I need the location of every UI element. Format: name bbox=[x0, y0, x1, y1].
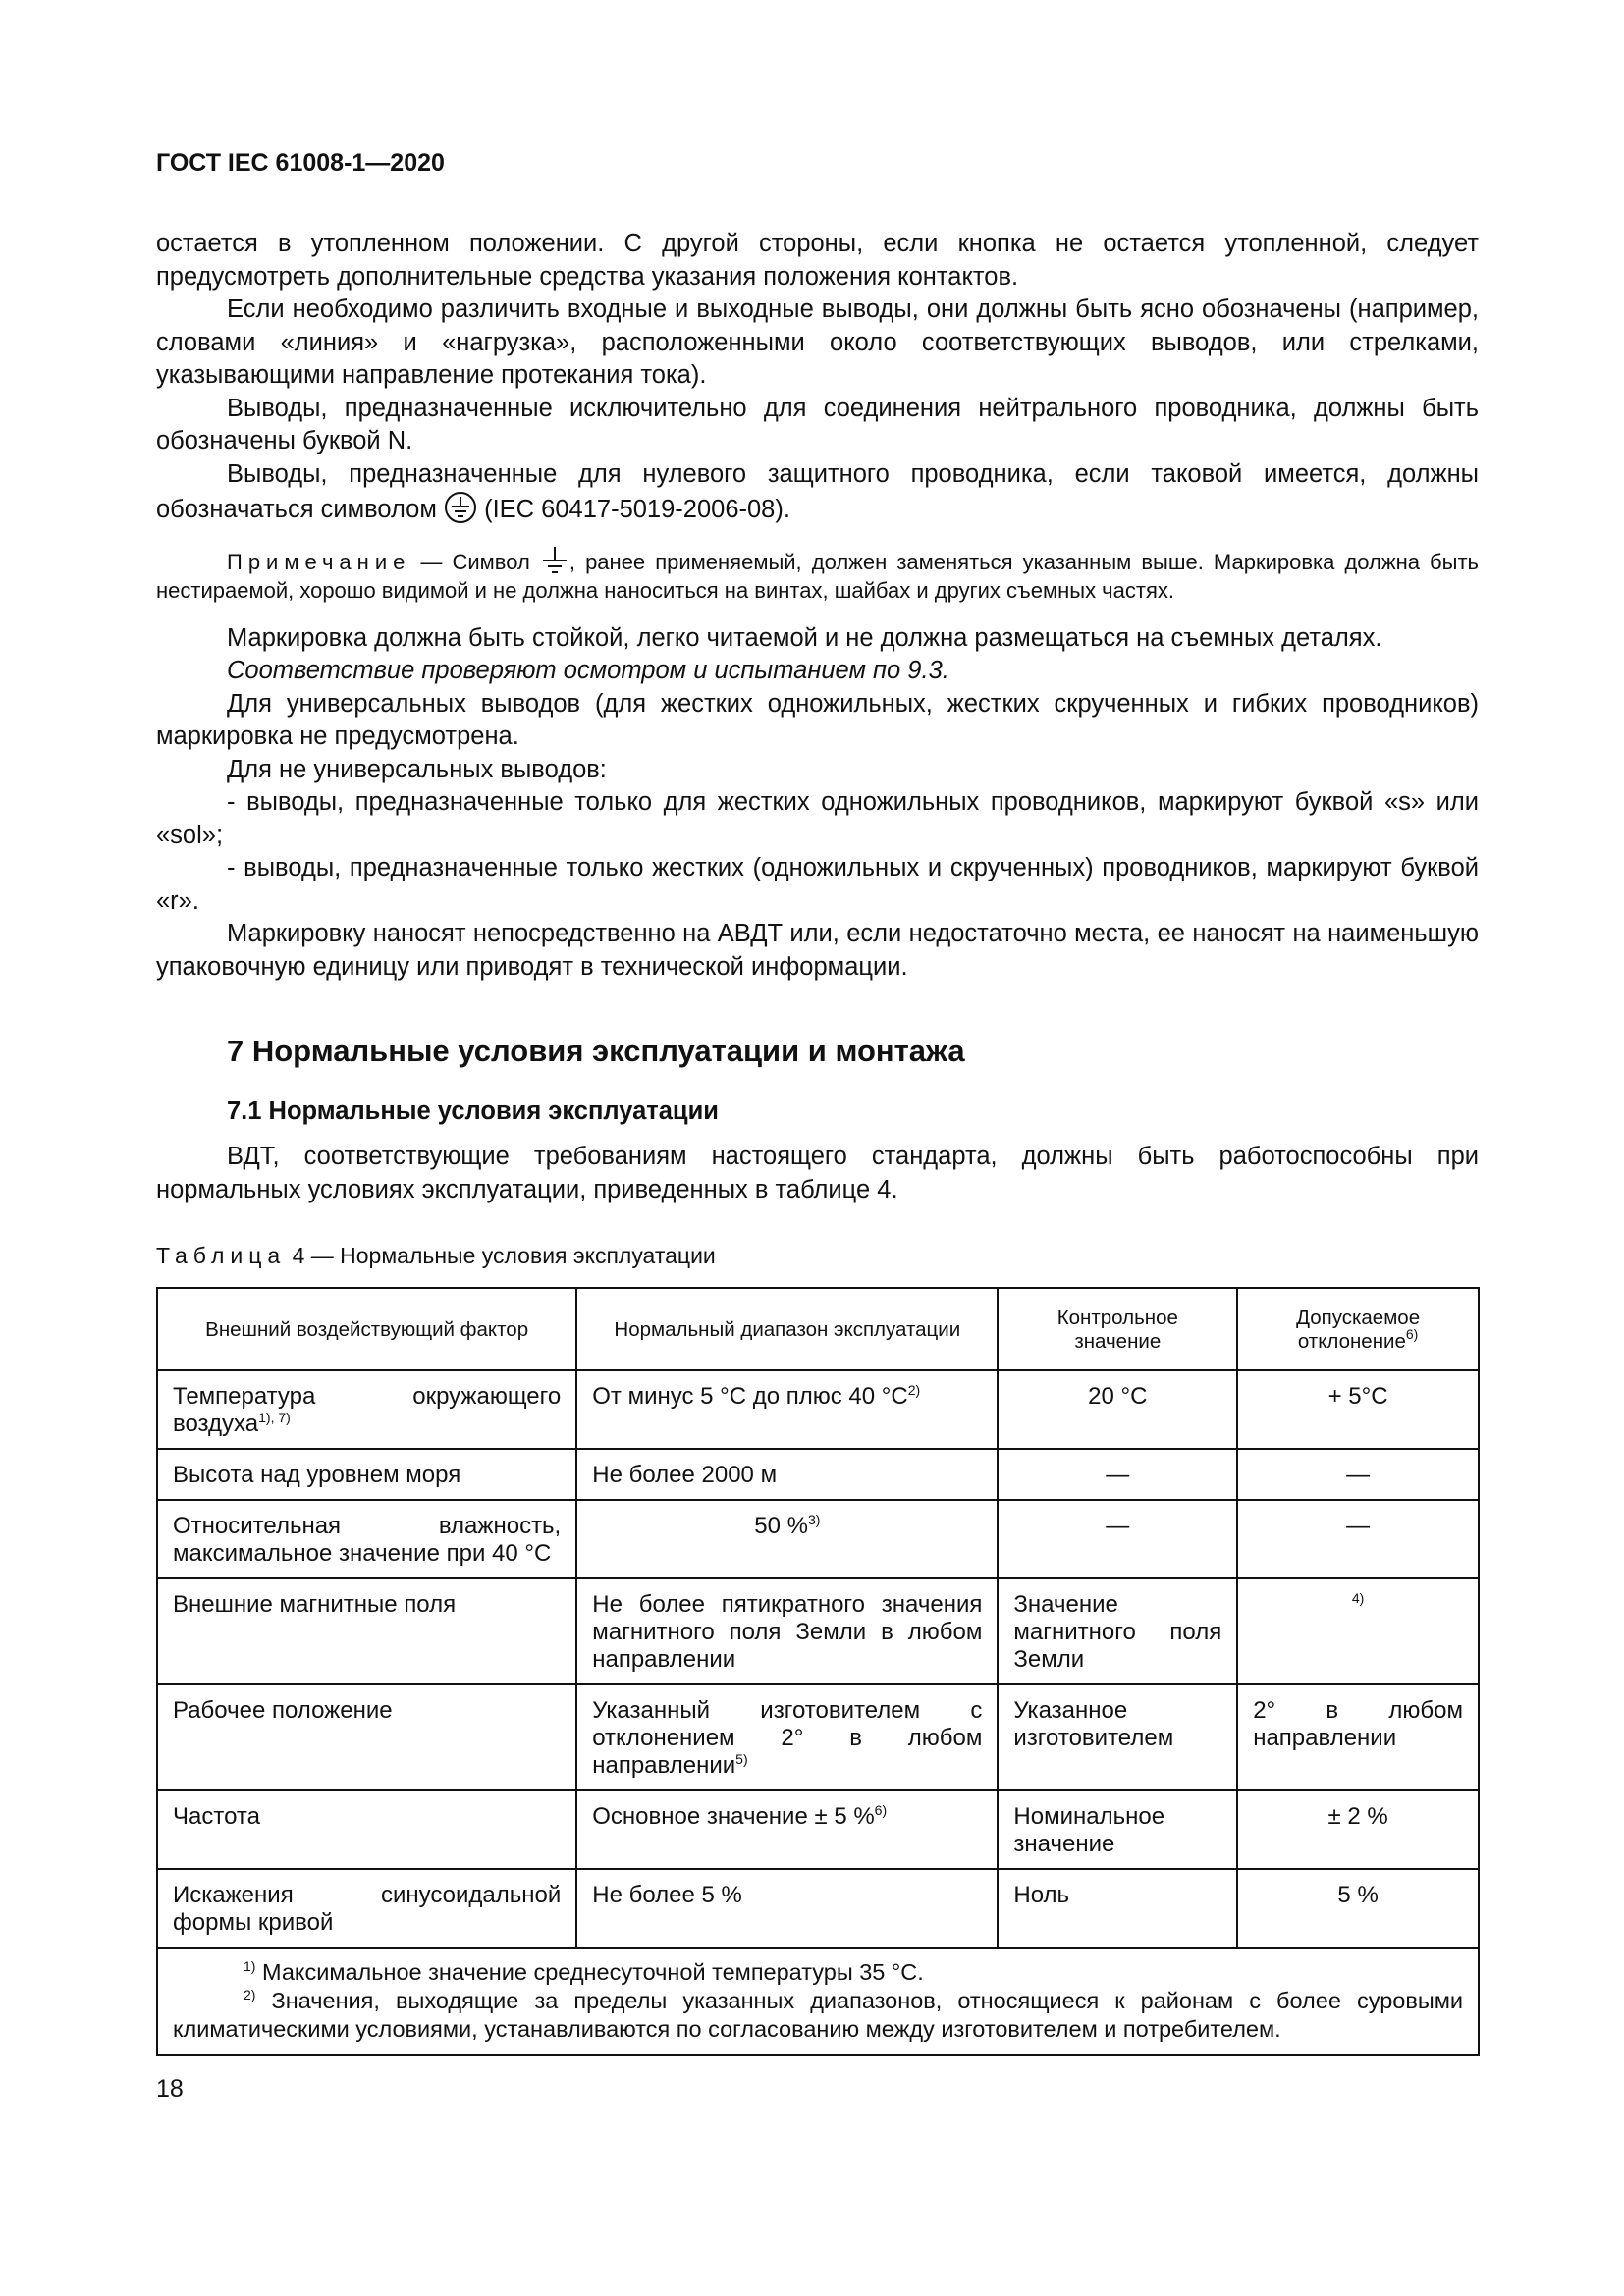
paragraph: Выводы, предназначенные исключительно для соединения нейтрального проводника, должны быть обозначены буквой N. bbox=[156, 394, 1479, 454]
footnote-mark: 1) bbox=[244, 1958, 256, 1974]
table-cell bbox=[157, 1370, 576, 1449]
footnote-mark: 2) bbox=[244, 1987, 256, 2002]
table-row bbox=[157, 1449, 1479, 1500]
operating-conditions-table bbox=[156, 1287, 1480, 2056]
table-caption bbox=[156, 1243, 716, 1269]
paragraph-text: Выводы, предназначенные для нулевого защитного проводника, если таковой имеется, должны обозначаться символом bbox=[156, 459, 1479, 523]
footnote-ref: 2) bbox=[907, 1382, 921, 1398]
table-row bbox=[157, 1578, 1479, 1684]
section-heading: 7 Нормальные условия эксплуатации и монтажа bbox=[227, 1034, 965, 1068]
table-row bbox=[157, 1790, 1479, 1869]
table-cell: Ноль bbox=[998, 1869, 1237, 1948]
paragraph: Для универсальных выводов (для жестких одножильных, жестких скрученных и гибких проводников) маркировка не предусмотрена. bbox=[156, 689, 1479, 750]
table-cell: — bbox=[1237, 1449, 1479, 1500]
cell-text: Температура окружающего воздуха bbox=[173, 1383, 562, 1437]
earth-ground-icon bbox=[540, 545, 569, 576]
paragraph: Если необходимо различить входные и выходные выводы, они должны быть ясно обозначены (например, словами «линия» и «нагрузка», расположенными около соответствующих выводов, или стрелками, указывающими направление протекания тока). bbox=[156, 295, 1479, 389]
table-cell: Рабочее положение bbox=[157, 1684, 576, 1790]
protective-earth-icon bbox=[444, 491, 477, 524]
paragraph: Маркировку наносят непосредственно на АВДТ или, если недостаточно места, ее наносят на наименьшую упаковочную единицу или приводят в технической информации. bbox=[156, 920, 1479, 981]
column-header: Внешний воздействующий фактор bbox=[157, 1288, 576, 1370]
list-item: - выводы, предназначенные только жестких (одножильных и скрученных) проводников, маркируют буквой «r». bbox=[156, 854, 1479, 915]
table-cell: Относительная влажность, максимальное значение при 40 °C bbox=[157, 1500, 576, 1578]
footnote-ref: 6) bbox=[874, 1802, 888, 1818]
table-cell: Высота над уровнем моря bbox=[157, 1449, 576, 1500]
table-cell bbox=[576, 1500, 998, 1578]
paragraph-text: (IEC 60417-5019-2006-08). bbox=[484, 496, 790, 523]
table-row bbox=[157, 1370, 1479, 1449]
table-cell: — bbox=[998, 1500, 1237, 1578]
table-cell: Частота bbox=[157, 1790, 576, 1869]
table-cell: 20 °C bbox=[998, 1370, 1237, 1449]
cell-text: От минус 5 °C до плюс 40 °C bbox=[592, 1383, 908, 1410]
table-cell: + 5°C bbox=[1237, 1370, 1479, 1449]
note bbox=[156, 545, 1479, 605]
note-text: — Символ bbox=[410, 549, 540, 574]
table-cell bbox=[576, 1790, 998, 1869]
cell-text: Основное значение ± 5 % bbox=[592, 1803, 875, 1830]
table-caption-label: Таблица bbox=[156, 1243, 287, 1268]
footnote-ref: 4) bbox=[1351, 1590, 1365, 1606]
table-cell: 5 % bbox=[1237, 1869, 1479, 1948]
table-cell: — bbox=[1237, 1500, 1479, 1578]
table-cell: Внешние магнитные поля bbox=[157, 1578, 576, 1684]
table-cell: ± 2 % bbox=[1237, 1790, 1479, 1869]
list-item: - выводы, предназначенные только для жестких одножильных проводников, маркируют буквой «s» или «sol»; bbox=[156, 788, 1479, 849]
cell-text: Указанный изготовителем с отклонением 2° в любом направлении bbox=[592, 1697, 983, 1779]
table-row bbox=[157, 1500, 1479, 1578]
paragraph bbox=[156, 458, 1479, 527]
table-cell: Не более 2000 м bbox=[576, 1449, 998, 1500]
body-text bbox=[156, 228, 1479, 984]
footnote bbox=[173, 1958, 1463, 1987]
table-cell bbox=[1237, 1578, 1479, 1684]
note-label: Примечание bbox=[227, 549, 411, 574]
compliance-paragraph: Соответствие проверяют осмотром и испытанием по 9.3. bbox=[227, 657, 949, 684]
table-footnotes-row bbox=[157, 1948, 1479, 2055]
page-number: 18 bbox=[156, 2075, 184, 2103]
footnote-ref: 6) bbox=[1405, 1326, 1419, 1342]
table-cell: — bbox=[998, 1449, 1237, 1500]
table-cell: Не более пятикратного значения магнитного поля Земли в любом направлении bbox=[576, 1578, 998, 1684]
paragraph: остается в утопленном положении. С другой стороны, если кнопка не остается утопленной, следует предусмотреть дополнительные средства указания положения контактов. bbox=[156, 230, 1479, 291]
cell-text: 50 % bbox=[754, 1513, 808, 1539]
column-header-text: Допускаемое отклонение bbox=[1296, 1307, 1421, 1353]
table-cell: Значение магнитного поля Земли bbox=[998, 1578, 1237, 1684]
table-cell: Не более 5 % bbox=[576, 1869, 998, 1948]
footnote bbox=[173, 1987, 1463, 2044]
footnote-text: Значения, выходящие за пределы указанных диапазонов, относящиеся к районам с более суровыми климатическими условиями, устанавливаются по согласованию между изготовителем и потребителем. bbox=[173, 1988, 1464, 2042]
paragraph: Маркировка должна быть стойкой, легко читаемой и не должна размещаться на съемных деталях. bbox=[227, 623, 1382, 652]
column-header bbox=[1237, 1288, 1479, 1370]
table-cell bbox=[576, 1684, 998, 1790]
note-text: , ранее применяемый, должен заменяться указанным выше. Маркировка должна быть нестираемой, хорошо видимой и не должна наноситься на винтах, шайбах и других съемных частях. bbox=[156, 549, 1479, 603]
section-paragraph: ВДТ, соответствующие требованиям настоящего стандарта, должны быть работоспособны при нормальных условиях эксплуатации, приведенных в таблице 4. bbox=[156, 1143, 1479, 1203]
footnote-ref: 1), 7) bbox=[258, 1410, 291, 1425]
table-cell: 2° в любом направлении bbox=[1237, 1684, 1479, 1790]
table-cell bbox=[576, 1370, 998, 1449]
table-row bbox=[157, 1869, 1479, 1948]
table-caption-text: 4 — Нормальные условия эксплуатации bbox=[286, 1243, 716, 1268]
footnote-text: Максимальное значение среднесуточной температуры 35 °C. bbox=[261, 1959, 924, 1985]
table-footnotes bbox=[157, 1948, 1479, 2055]
subsection-heading: 7.1 Нормальные условия эксплуатации bbox=[227, 1097, 719, 1125]
footnote-ref: 3) bbox=[807, 1512, 821, 1527]
column-header: Нормальный диапазон эксплуатации bbox=[576, 1288, 998, 1370]
table-cell: Указанное изготовителем bbox=[998, 1684, 1237, 1790]
footnote-ref: 5) bbox=[735, 1751, 748, 1767]
table-cell: Искажения синусоидальной формы кривой bbox=[157, 1869, 576, 1948]
standard-header: ГОСТ IEC 61008-1—2020 bbox=[156, 149, 445, 177]
table-cell: Номинальное значение bbox=[998, 1790, 1237, 1869]
paragraph: Для не универсальных выводов: bbox=[227, 755, 607, 783]
table-header-row bbox=[157, 1288, 1479, 1370]
table-row bbox=[157, 1684, 1479, 1790]
column-header: Контрольное значение bbox=[998, 1288, 1237, 1370]
